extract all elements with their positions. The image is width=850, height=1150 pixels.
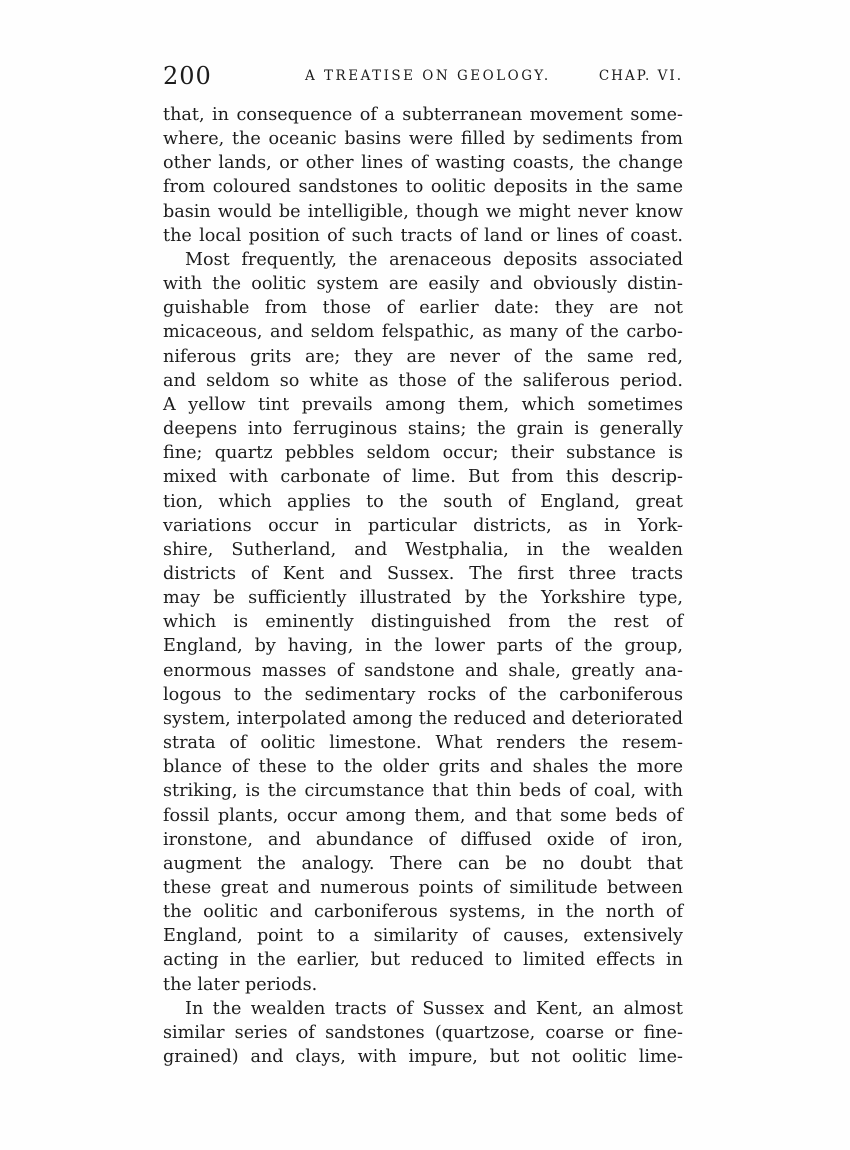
text-line: deepens into ferruginous stains; the grain is generally [163, 419, 683, 440]
text-line: acting in the earlier, but reduced to limited effects in [163, 950, 683, 971]
paragraph-first-line: In the wealden tracts of Sussex and Kent, an almost [185, 998, 683, 1019]
text-line: England, by having, in the lower parts of the group, [163, 636, 683, 657]
text-line: striking, is the circumstance that thin beds of coal, with [163, 781, 683, 802]
text-line: the local position of such tracts of land or lines of coast. [163, 225, 683, 246]
text-line: enormous masses of sandstone and shale, greatly ana- [163, 660, 683, 681]
text-line: England, point to a similarity of causes, extensively [163, 926, 683, 947]
text-line: from coloured sandstones to oolitic deposits in the same [163, 177, 683, 198]
text-line: may be sufficiently illustrated by the Yorkshire type, [163, 588, 683, 609]
text-line: and seldom so white as those of the saliferous period. [163, 370, 683, 391]
paragraph-last-line: the later periods. [163, 974, 318, 995]
text-line: districts of Kent and Sussex. The first three tracts [163, 563, 683, 584]
text-line: with the oolitic system are easily and obviously distin- [163, 274, 683, 295]
page-number: 200 [163, 62, 212, 90]
text-line: the oolitic and carboniferous systems, in the north of [163, 902, 683, 923]
text-line: augment the analogy. There can be no doubt that [163, 853, 683, 874]
text-line: similar series of sandstones (quartzose, coarse or fine- [163, 1022, 683, 1043]
text-line: where, the oceanic basins were filled by sediments from [163, 129, 683, 150]
text-line: micaceous, and seldom felspathic, as many of the carbo- [163, 322, 683, 343]
text-line: grained) and clays, with impure, but not oolitic lime- [163, 1047, 683, 1068]
text-line: that, in consequence of a subterranean movement some- [163, 105, 683, 125]
body-text [163, 103, 683, 1069]
text-line: niferous grits are; they are never of the same red, [163, 346, 683, 367]
text-line: strata of oolitic limestone. What renders the resem- [163, 733, 683, 754]
text-line: A yellow tint prevails among them, which sometimes [163, 394, 683, 415]
text-line: basin would be intelligible, though we might never know [163, 201, 683, 222]
page-header [163, 62, 683, 90]
text-line: guishable from those of earlier date: they are not [163, 298, 683, 319]
paragraph-first-line: Most frequently, the arenaceous deposits associated [185, 249, 683, 270]
text-line: tion, which applies to the south of England, great [163, 491, 683, 512]
text-line: blance of these to the older grits and shales the more [163, 757, 683, 778]
text-line: fine; quartz pebbles seldom occur; their substance is [163, 443, 683, 464]
text-line: variations occur in particular districts, as in York- [163, 515, 683, 536]
text-line: mixed with carbonate of lime. But from this descrip- [163, 467, 683, 488]
text-line: shire, Sutherland, and Westphalia, in the wealden [163, 539, 683, 560]
text-line: other lands, or other lines of wasting coasts, the change [163, 153, 683, 174]
running-title: A TREATISE ON GEOLOGY. [305, 68, 551, 84]
text-line: ironstone, and abundance of diffused oxide of iron, [163, 829, 683, 850]
text-line: these great and numerous points of similitude between [163, 878, 683, 898]
text-line: which is eminently distinguished from the rest of [163, 612, 683, 633]
text-line: logous to the sedimentary rocks of the carboniferous [163, 684, 683, 705]
text-line: fossil plants, occur among them, and that some beds of [163, 805, 683, 826]
chapter-label: CHAP. VI. [598, 68, 683, 84]
text-line: system, interpolated among the reduced and deteriorated [163, 708, 683, 729]
